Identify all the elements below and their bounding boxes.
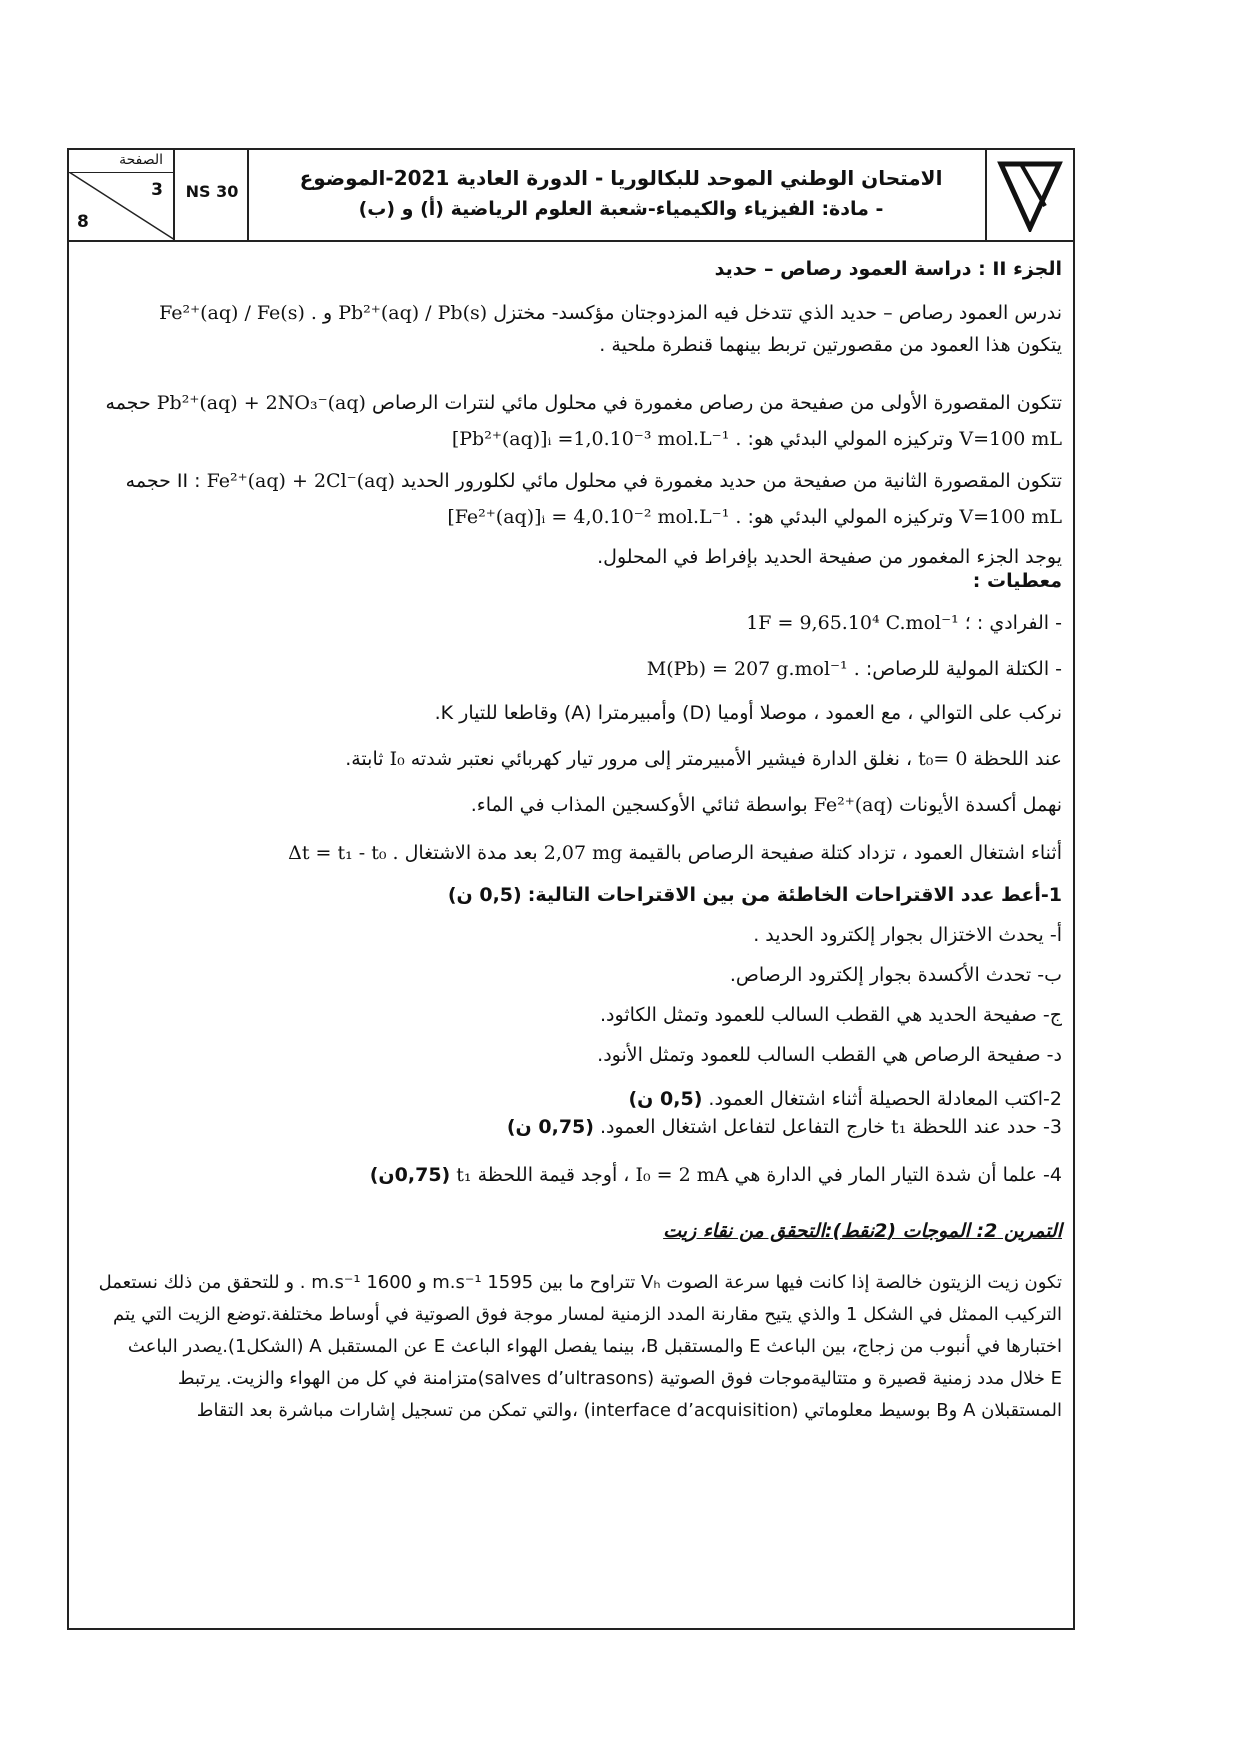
exercise2-line-5: المستقبلان A وB بوسيط معلوماتي (interface d’acquisition) ،والتي تمكن من تسجيل إشارات مباشرة بعد التقاط: [196, 1400, 1062, 1421]
exercise2-line-3: اختبارها في أنبوب من زجاج، بين الباعث E والمستقبل B، بينما يفصل الهواء الباعث E عن المستقبل A (الشكل1).يصدر الباعث: [127, 1336, 1062, 1357]
cell1-line-1: تتكون المقصورة الأولى من صفيحة من رصاص مغمورة في محلول مائي لنترات الرصاص Pb²⁺(aq) + 2NO₃⁻(aq) حجمه: [105, 392, 1062, 414]
intro-line-1: ندرس العمود رصاص – حديد الذي تتدخل فيه المزدوجتان مؤكسد- مختزل Pb²⁺(aq) / Pb(s) و Fe²⁺(aq) / Fe(s) .: [159, 302, 1062, 324]
option-a: أ- يحدث الاختزال بجوار إلكترود الحديد .: [753, 924, 1062, 946]
logo-box: [987, 150, 1073, 240]
exercise2-heading: التمرين 2: الموجات (2نقط):التحقق من نقاء زيت: [663, 1220, 1062, 1242]
question-1: 1-أعط عدد الاقتراحات الخاطئة من بين الاقتراحات التالية: (0,5 ن): [447, 884, 1062, 906]
faraday-line: - الفرادي : 1F = 9,65.10⁴ C.mol⁻¹ ؛: [746, 612, 1062, 634]
triangle-logo-icon: [997, 158, 1063, 232]
exam-header: [69, 150, 1073, 242]
option-d: د- صفيحة الرصاص هي القطب السالب للعمود وتمثل الأنود.: [597, 1044, 1062, 1066]
setup-line: نركب على التوالي ، مع العمود ، موصلا أوميا (D) وأمبيرمترا (A) وقاطعا للتيار K.: [434, 702, 1062, 724]
option-b: ب- تحدث الأكسدة بجوار إلكترود الرصاص.: [729, 964, 1062, 986]
intro-line-2: يتكون هذا العمود من مقصورتين تربط بينهما قنطرة ملحية .: [599, 334, 1062, 356]
part2-heading: الجزء II : دراسة العمود رصاص – حديد: [714, 258, 1062, 280]
question-2: 2-اكتب المعادلة الحصيلة أثناء اشتغال العمود. (0,5 ن): [628, 1088, 1062, 1110]
exam-code: NS 30: [185, 182, 239, 201]
page-label: الصفحة: [119, 152, 163, 168]
excess-note: يوجد الجزء المغمور من صفيحة الحديد بإفراط في المحلول.: [597, 546, 1062, 568]
molar-mass-line: - الكتلة المولية للرصاص: M(Pb) = 207 g.mol⁻¹ .: [646, 658, 1062, 680]
cell1-line-2: V=100 mL وتركيزه المولي البدئي هو: [Pb²⁺(aq)]ᵢ =1,0.10⁻³ mol.L⁻¹ .: [451, 428, 1062, 450]
option-c: ج- صفيحة الحديد هي القطب السالب للعمود وتمثل الكاثود.: [600, 1004, 1062, 1026]
question-4: 4- علما أن شدة التيار المار في الدارة هي I₀ = 2 mA ، أوجد قيمة اللحظة t₁ (0,75ن): [369, 1164, 1062, 1186]
exercise2-line-2: التركيب الممثل في الشكل 1 والذي يتيح مقارنة المدد الزمنية لمسار موجة فوق الصوتية في أوساط مختلفة.توضع الزيت التي يتم: [113, 1304, 1062, 1325]
page-current: 3: [151, 180, 163, 200]
cell2-line-2: V=100 mL وتركيزه المولي البدئي هو: [Fe²⁺(aq)]ᵢ = 4,0.10⁻² mol.L⁻¹ .: [447, 506, 1062, 528]
oxidation-line: نهمل أكسدة الأيونات Fe²⁺(aq) بواسطة ثنائي الأوكسجين المذاب في الماء.: [470, 794, 1062, 816]
exercise2-line-4: E خلال مدد زمنية قصيرة و متتاليةموجات فوق الصوتية (salves d’ultrasons)متزامنة في كل من الهواء والزيت. يرتبط: [177, 1368, 1062, 1389]
mass-line: أثناء اشتغال العمود ، تزداد كتلة صفيحة الرصاص بالقيمة 2,07 mg بعد مدة الاشتغال Δt = t₁ - t₀ .: [288, 842, 1062, 864]
page-number-box: [69, 150, 175, 240]
data-heading: معطيات :: [972, 570, 1062, 592]
exercise2-line-1: تكون زيت الزيتون خالصة إذا كانت فيها سرعة الصوت Vₕ تتراوح ما بين 1595 m.s⁻¹ و 1600 m.s⁻¹ . و للتحقق من ذلك نستعمل: [98, 1272, 1062, 1293]
exam-title: الامتحان الوطني الموحد للبكالوريا - الدورة العادية 2021-الموضوع: [299, 166, 943, 190]
exam-subject: - مادة: الفيزياء والكيمياء-شعبة العلوم الرياضية (أ) و (ب): [358, 198, 884, 220]
question-3: 3- حدد عند اللحظة t₁ خارج التفاعل لتفاعل اشتغال العمود. (0,75 ن): [506, 1116, 1062, 1138]
page-total: 8: [77, 212, 89, 232]
exam-title-box: [249, 150, 987, 240]
exam-code-box: [175, 150, 249, 240]
t0-line: عند اللحظة t₀= 0 ، نغلق الدارة فيشير الأمبيرمتر إلى مرور تيار كهربائي نعتبر شدته I₀ ثابتة.: [345, 748, 1062, 770]
cell2-line-1: تتكون المقصورة الثانية من صفيحة من حديد مغمورة في محلول مائي لكلورور الحديد II : Fe²⁺(aq) + 2Cl⁻(aq) حجمه: [125, 470, 1062, 492]
